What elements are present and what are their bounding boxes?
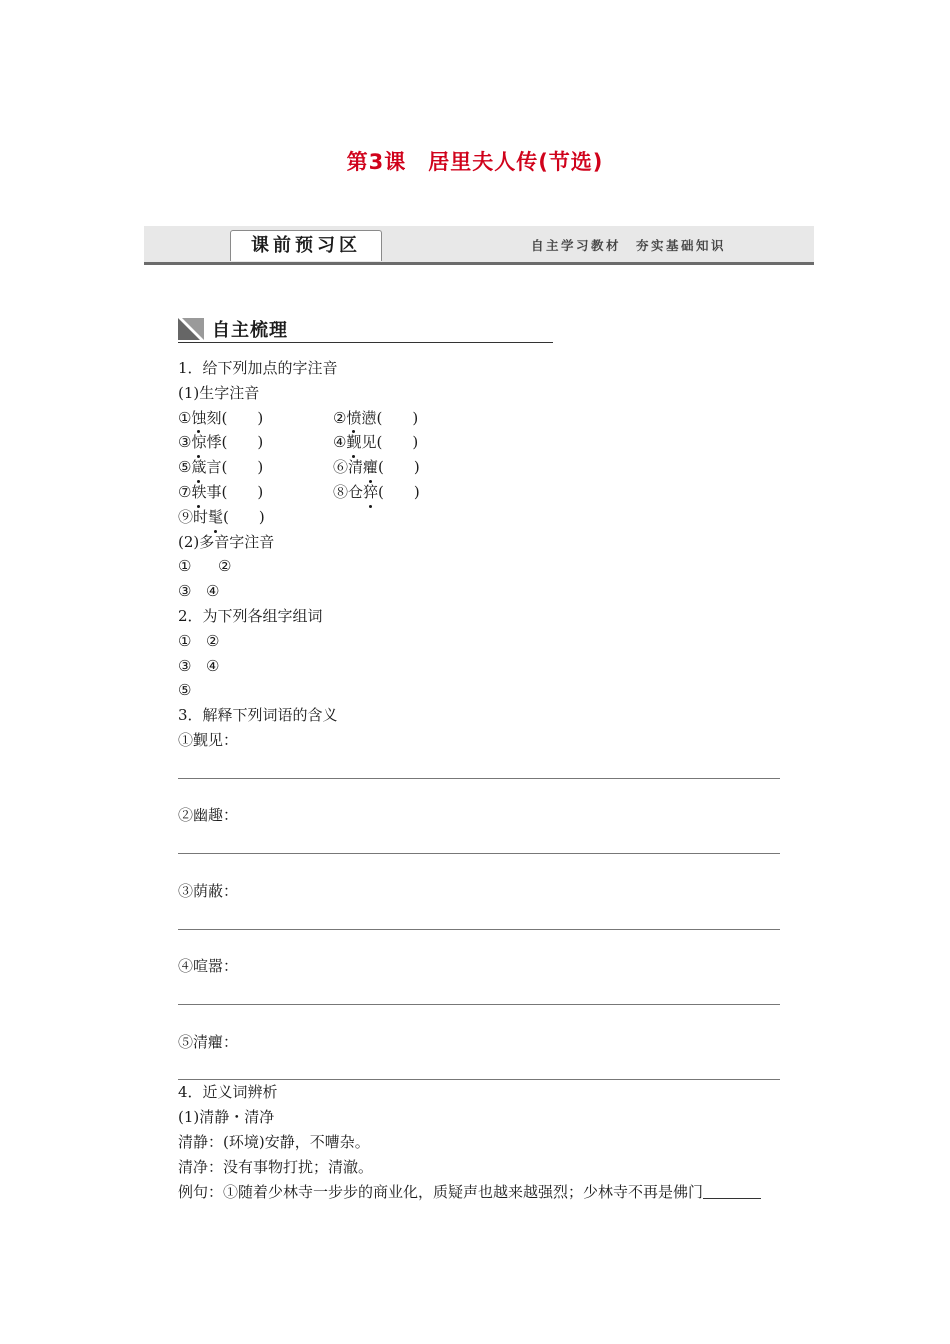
fill-blank[interactable] [703, 1182, 761, 1199]
answer-line[interactable] [178, 828, 780, 854]
term-label: ②幽趣： [178, 806, 239, 825]
list-item: ③ ④ [178, 656, 220, 675]
banner-tab: 课前预习区 [230, 230, 382, 261]
term-label: ①觐见： [178, 730, 239, 749]
answer-line[interactable] [178, 1054, 780, 1080]
section-heading [178, 316, 553, 343]
q1-heading: 1．给下列加点的字注音 [178, 359, 338, 377]
list-item: ⑨时髦( ) [178, 505, 818, 530]
definition: 清静：(环境)安静，不嘈杂。 [178, 1132, 370, 1151]
section-heading-text: 自主梳理 [212, 320, 288, 341]
list-item: ⑤箴言( ) ⑥清癯( ) [178, 455, 818, 480]
page-title: 第3课 居里夫人传(节选) [346, 150, 604, 174]
answer-line[interactable] [178, 753, 780, 779]
list-item: ①蚀刻( ) ②愤懑( ) [178, 406, 818, 431]
exercise-content [178, 356, 818, 1204]
definition: 清净：没有事物打扰；清澈。 [178, 1157, 374, 1176]
q2-heading: 2．为下列各组字组词 [178, 606, 323, 625]
section-banner [144, 226, 814, 265]
list-item: ⑦轶事( ) ⑧仓猝( ) [178, 480, 818, 505]
list-item: ① ② [178, 557, 232, 576]
list-item: ① ② [178, 631, 220, 650]
term-label: ⑤清癯： [178, 1032, 239, 1051]
q3-heading: 3．解释下列词语的含义 [178, 706, 338, 725]
q1-sub2: (2)多音字注音 [178, 532, 275, 551]
list-item: ③惊悸( ) ④觐见( ) [178, 430, 818, 455]
term-label: ③荫蔽： [178, 881, 239, 900]
list-item: ⑤ [178, 681, 192, 700]
answer-line[interactable] [178, 979, 780, 1005]
q4-sub1: (1)清静・清净 [178, 1108, 275, 1127]
term-label: ④喧嚣： [178, 957, 239, 976]
q4-heading: 4．近义词辨析 [178, 1083, 278, 1102]
example-sentence: 例句：①随着少林寺一步步的商业化，质疑声也越来越强烈；少林寺不再是佛门 [178, 1180, 818, 1205]
answer-line[interactable] [178, 904, 780, 930]
banner-slogan: 自主学习教材 夯实基础知识 [530, 238, 726, 253]
list-item: ③ ④ [178, 582, 220, 601]
q1-sub1: (1)生字注音 [178, 383, 260, 402]
